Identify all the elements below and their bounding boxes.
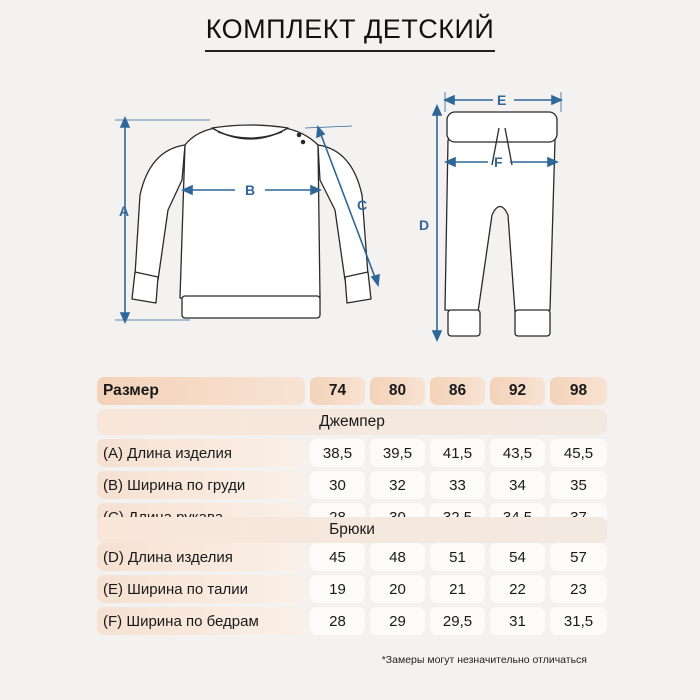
dimension-c-label: C [357, 197, 368, 213]
table-cell: 32 [370, 471, 425, 499]
table-row [97, 471, 607, 499]
page-title: КОМПЛЕКТ ДЕТСКИЙ [205, 14, 495, 44]
row-label: (B) Ширина по груди [97, 471, 305, 499]
section-pants: Брюки [97, 517, 607, 543]
row-label: (D) Длина изделия [97, 543, 305, 571]
table-cell: 22 [490, 575, 545, 603]
table-cell: 41,5 [430, 439, 485, 467]
size-col-92: 92 [490, 377, 545, 405]
row-label: (F) Ширина по бедрам [97, 607, 305, 635]
table-cell: 28 [310, 607, 365, 635]
table-cell: 38,5 [310, 439, 365, 467]
dimension-a-label: A [119, 203, 130, 219]
table-row [97, 575, 607, 603]
table-cell: 20 [370, 575, 425, 603]
table-cell: 54 [490, 543, 545, 571]
table-cell: 48 [370, 543, 425, 571]
table-cell: 39,5 [370, 439, 425, 467]
size-col-86: 86 [430, 377, 485, 405]
pants-illustration [445, 112, 557, 336]
table-cell: 57 [550, 543, 607, 571]
table-cell: 31,5 [550, 607, 607, 635]
table-cell: 45 [310, 543, 365, 571]
dimension-b-label: B [245, 182, 256, 198]
table-row [97, 607, 607, 635]
table-cell: 19 [310, 575, 365, 603]
table-cell: 45,5 [550, 439, 607, 467]
dimension-e-label: E [497, 92, 507, 108]
table-cell: 33 [430, 471, 485, 499]
table-cell: 51 [430, 543, 485, 571]
table-row [97, 439, 607, 467]
table-cell: 29,5 [430, 607, 485, 635]
row-label: (A) Длина изделия [97, 439, 305, 467]
table-cell: 30 [310, 471, 365, 499]
table-cell: 29 [370, 607, 425, 635]
size-header-label: Размер [97, 377, 305, 405]
size-col-74: 74 [310, 377, 365, 405]
table-header-row [97, 377, 607, 405]
dimension-f-label: F [494, 154, 503, 170]
size-col-98: 98 [550, 377, 607, 405]
sweater-illustration [132, 125, 371, 318]
table-cell: 23 [550, 575, 607, 603]
table-cell: 34 [490, 471, 545, 499]
table-row [97, 543, 607, 571]
table-cell: 31 [490, 607, 545, 635]
row-label: (E) Ширина по талии [97, 575, 305, 603]
size-col-80: 80 [370, 377, 425, 405]
dimension-d-label: D [419, 217, 430, 233]
table-cell: 35 [550, 471, 607, 499]
section-jumper: Джемпер [97, 409, 607, 435]
footnote: *Замеры могут незначительно отличаться [381, 654, 587, 666]
table-cell: 43,5 [490, 439, 545, 467]
table-cell: 21 [430, 575, 485, 603]
